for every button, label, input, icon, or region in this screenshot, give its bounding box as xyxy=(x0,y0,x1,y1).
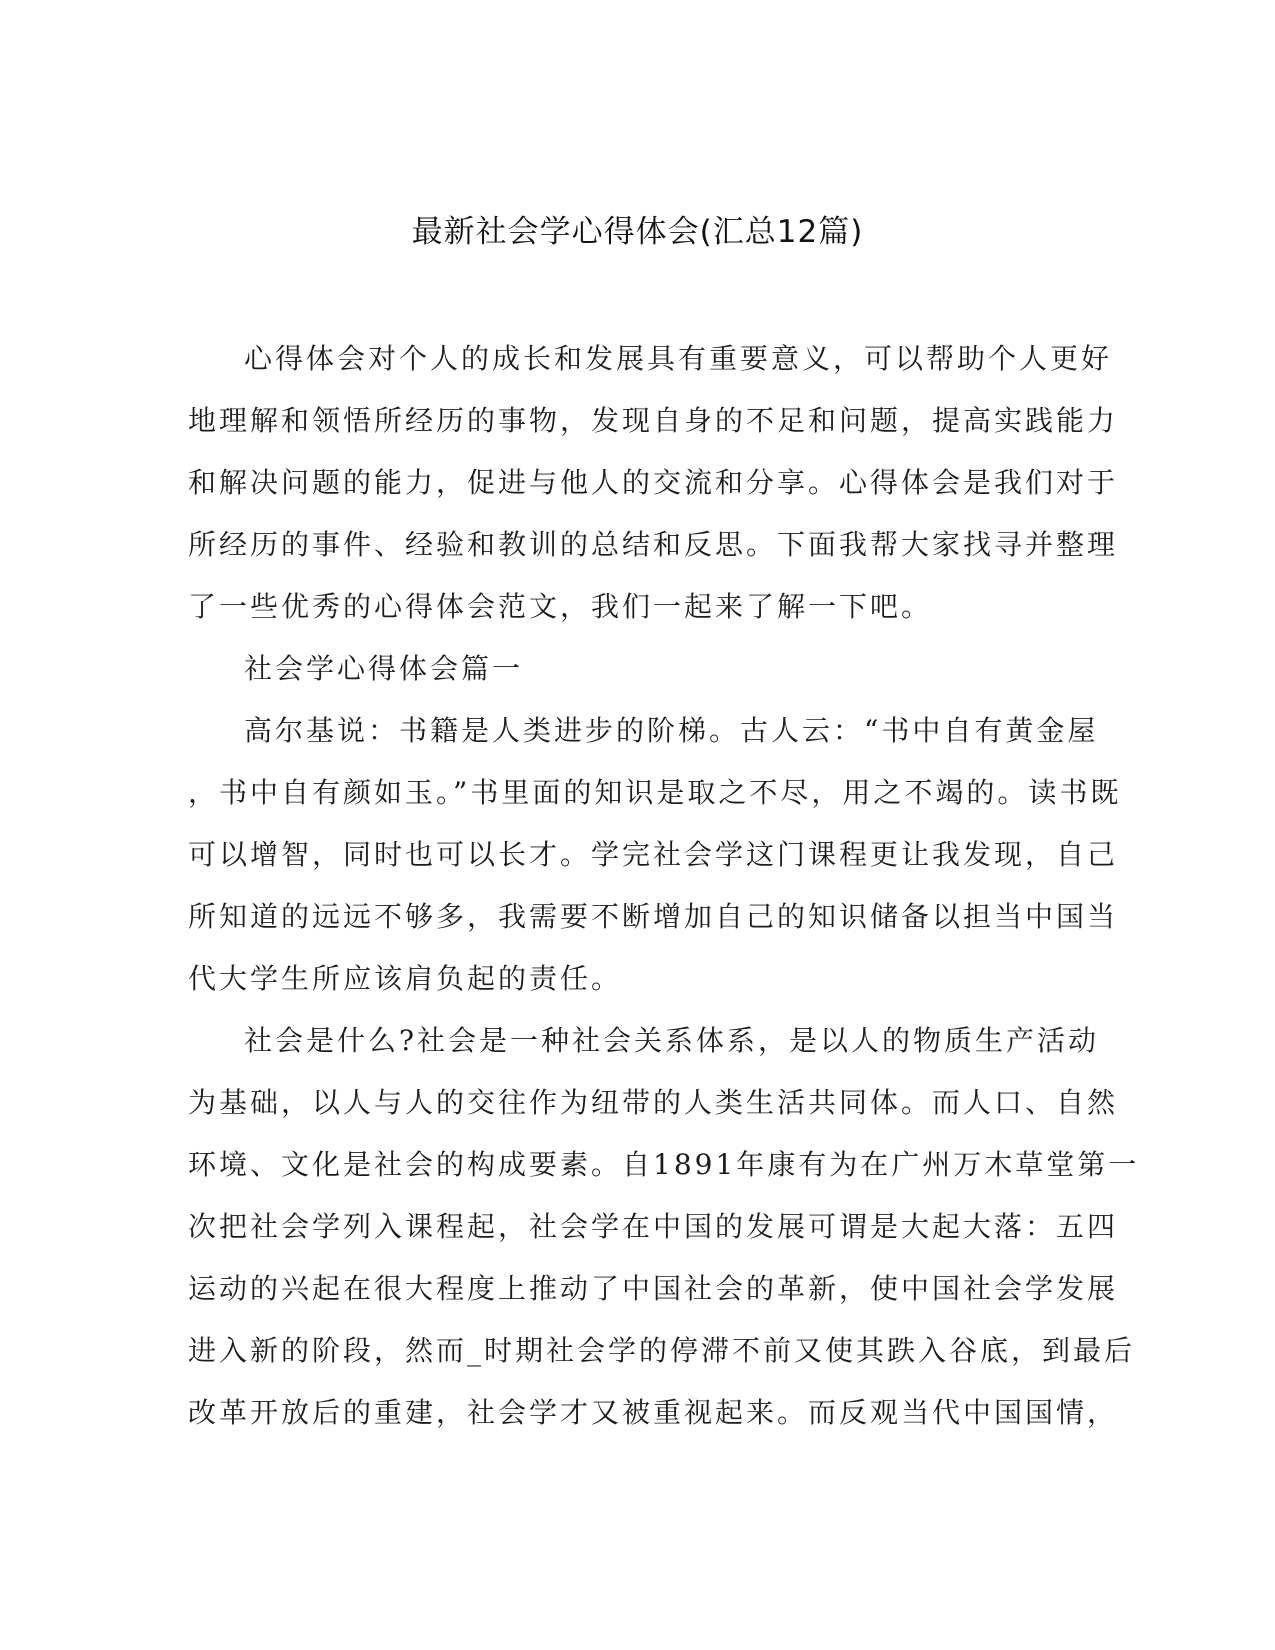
text-line: 所知道的远远不够多，我需要不断增加自己的知识储备以担当中国当 xyxy=(188,900,1119,933)
text-line: 为基础，以人与人的交往作为纽带的人类生活共同体。而人口、自然 xyxy=(188,1086,1119,1119)
text-line: 高尔基说：书籍是人类进步的阶梯。古人云：“书中自有黄金屋 xyxy=(244,714,1099,747)
text-line: 改革开放后的重建，社会学才又被重视起来。而反观当代中国国情， xyxy=(188,1396,1119,1429)
text-line: 和解决问题的能力，促进与他人的交流和分享。心得体会是我们对于 xyxy=(188,466,1119,499)
text-line: 了一些优秀的心得体会范文，我们一起来了解一下吧。 xyxy=(188,590,933,623)
text-line: 次把社会学列入课程起，社会学在中国的发展可谓是大起大落：五四 xyxy=(188,1210,1119,1243)
document-title: 最新社会学心得体会(汇总12篇) xyxy=(411,214,864,250)
text-line: 可以增智，同时也可以长才。学完社会学这门课程更让我发现，自己 xyxy=(188,838,1119,871)
paragraph-2 xyxy=(188,1010,1140,1444)
text-line: 所经历的事件、经验和教训的总结和反思。下面我帮大家找寻并整理 xyxy=(188,528,1119,561)
text-line: 社会学心得体会篇一 xyxy=(244,652,524,685)
text-line: 社会是什么?社会是一种社会关系体系，是以人的物质生产活动 xyxy=(244,1024,1100,1057)
text-line: ，书中自有颜如玉。”书里面的知识是取之不尽，用之不竭的。读书既 xyxy=(188,776,1122,809)
text-line: 进入新的阶段，然而_时期社会学的停滞不前又使其跌入谷底，到最后 xyxy=(188,1334,1136,1367)
intro-paragraph xyxy=(188,328,1119,638)
document-body xyxy=(188,328,1140,1444)
text-line: 心得体会对个人的成长和发展具有重要意义，可以帮助个人更好 xyxy=(244,342,1113,375)
text-line: 地理解和领悟所经历的事物，发现自身的不足和问题，提高实践能力 xyxy=(188,404,1119,437)
text-line: 运动的兴起在很大程度上推动了中国社会的革新，使中国社会学发展 xyxy=(188,1272,1119,1305)
text-line: 代大学生所应该肩负起的责任。 xyxy=(188,962,623,995)
text-line: 环境、文化是社会的构成要素。自1891年康有为在广州万木草堂第一 xyxy=(188,1148,1140,1181)
paragraph-1 xyxy=(188,700,1122,1010)
section-heading xyxy=(188,638,1068,700)
